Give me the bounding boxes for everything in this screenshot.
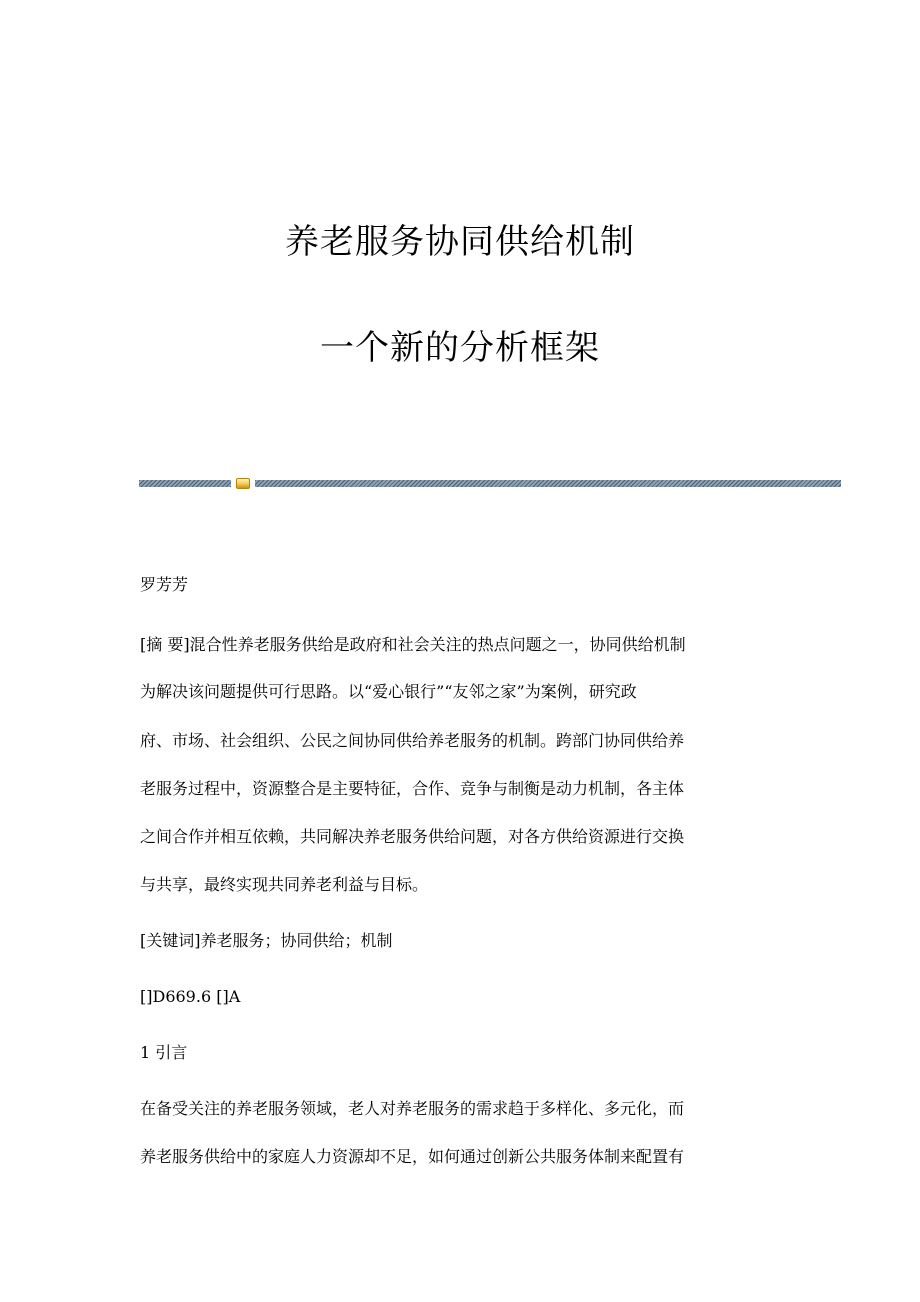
abstract-line: 之间合作并相互依赖，共同解决养老服务供给问题，对各方供给资源进行交换: [140, 827, 685, 846]
intro-line: 在备受关注的养老服务领域，老人对养老服务的需求趋于多样化、多元化，而: [140, 1099, 685, 1118]
abstract-line: [摘 要]混合性养老服务供给是政府和社会关注的热点问题之一，协同供给机制: [140, 635, 686, 654]
section-heading: 1 引言: [140, 1043, 188, 1062]
author-name: 罗芳芳: [140, 575, 189, 594]
divider-bar-left: [139, 480, 231, 487]
abstract-line: 与共享，最终实现共同养老利益与目标。: [140, 875, 429, 894]
intro-line: 养老服务供给中的家庭人力资源却不足，如何通过创新公共服务体制来配置有: [140, 1147, 685, 1166]
abstract-line: 老服务过程中，资源整合是主要特征，合作、竞争与制衡是动力机制，各主体: [140, 779, 685, 798]
divider-gem-icon: [236, 478, 250, 489]
keywords-line: [关键词]养老服务；协同供给；机制: [140, 931, 393, 950]
abstract-line: 为解决该问题提供可行思路。以“爱心银行”“友邻之家”为案例，研究政: [140, 682, 637, 701]
document-title: 养老服务协同供给机制: [285, 222, 635, 262]
abstract-line: 府、市场、社会组织、公民之间协同供给养老服务的机制。跨部门协同供给养: [140, 731, 685, 750]
title-divider: [139, 478, 841, 488]
classification-line: []D669.6 []A: [140, 987, 241, 1006]
document-subtitle: 一个新的分析框架: [320, 328, 600, 368]
divider-bar-right: [255, 480, 841, 487]
